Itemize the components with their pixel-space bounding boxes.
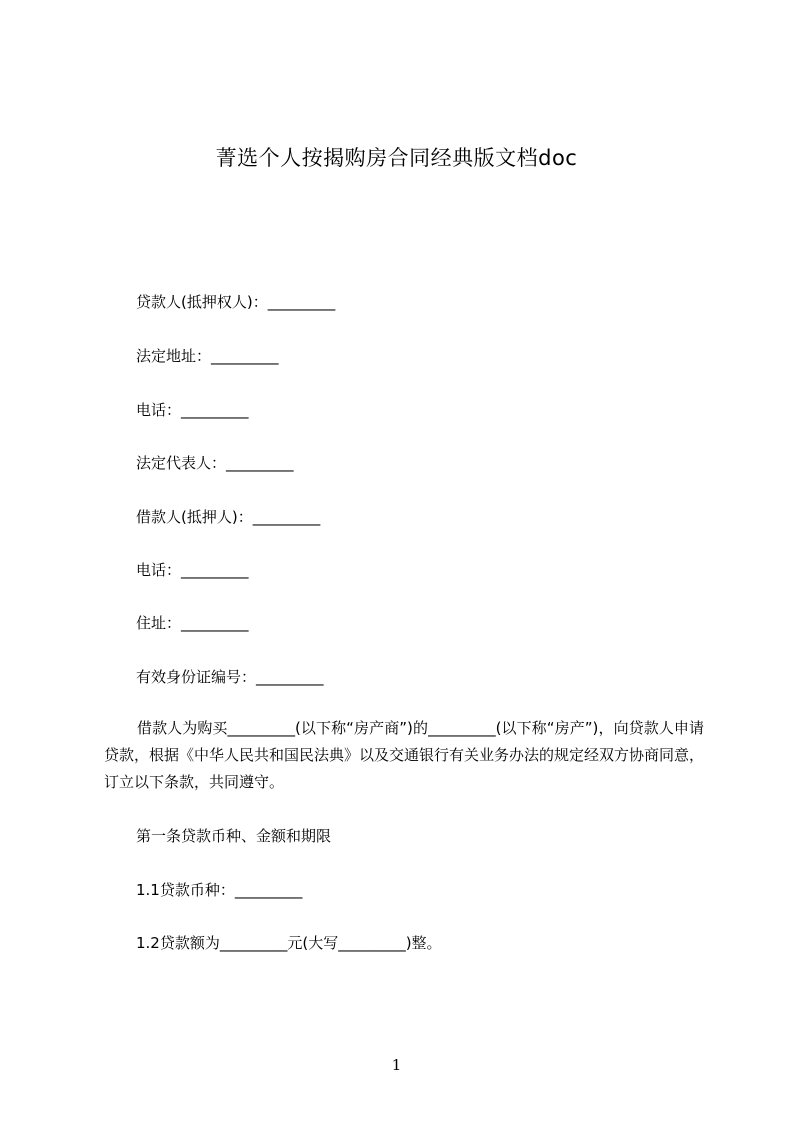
lender-phone-line: 电话：_________ [136, 401, 249, 419]
id-number-line: 有效身份证编号：_________ [136, 668, 324, 686]
legal-representative-line: 法定代表人：_________ [136, 454, 294, 472]
clause-1-2: 1.2贷款额为_________元(大写_________)整。 [136, 934, 442, 952]
intro-paragraph: 借款人为购买_________(以下称“房产商”)的_________(以下称“房产”)，向贷款人申请贷款，根据《中华人民共和国民法典》以及交通银行有关业务办法的规定经双方协商同意，订立以下条款，共同遵守。 [104, 719, 705, 791]
legal-address-line: 法定地址：_________ [136, 347, 279, 365]
borrower-line: 借款人(抵押人)：_________ [136, 508, 321, 526]
borrower-phone-line: 电话：_________ [136, 561, 249, 579]
page-number: 1 [391, 1056, 402, 1074]
lender-line: 贷款人(抵押权人)：_________ [136, 293, 336, 311]
borrower-address-line: 住址：_________ [136, 614, 249, 632]
clause-1-1: 1.1贷款币种：_________ [136, 881, 303, 899]
document-title: 菁选个人按揭购房合同经典版文档doc [215, 146, 578, 170]
section-heading: 第一条贷款币种、金额和期限 [136, 827, 332, 845]
